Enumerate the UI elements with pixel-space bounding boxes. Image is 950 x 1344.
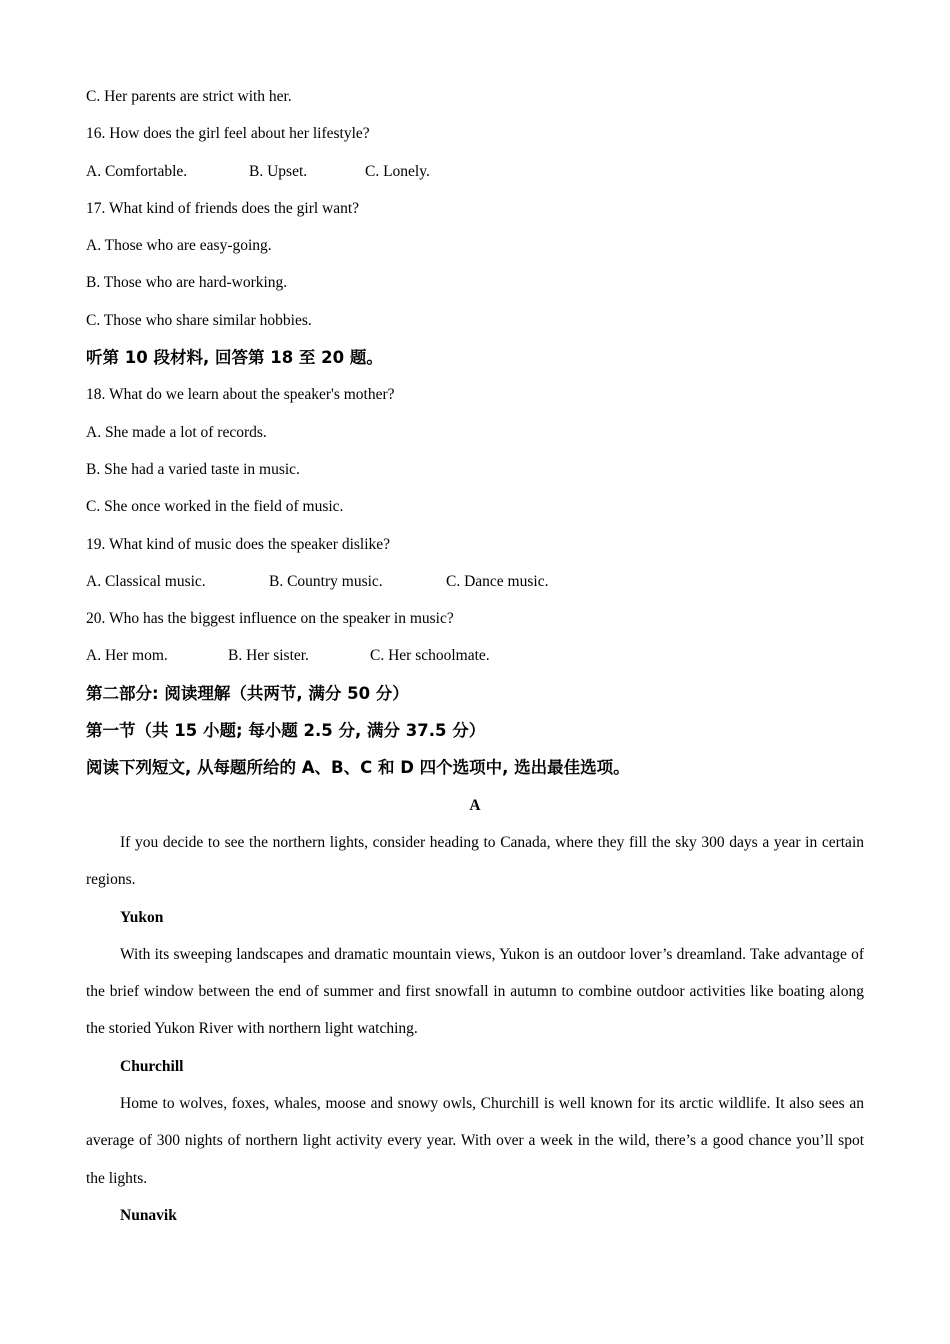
- churchill-heading: Churchill: [120, 1057, 184, 1075]
- q20-option-b: B. Her sister.: [228, 647, 309, 665]
- passage-a-intro: If you decide to see the northern lights, consider heading to Canada, where they fill the sky 300 days a year in certain regions.: [86, 833, 864, 889]
- nunavik-heading: Nunavik: [120, 1206, 177, 1224]
- q17-question: 17. What kind of friends does the girl want?: [86, 199, 360, 217]
- q16-option-b: B. Upset.: [249, 162, 308, 180]
- q19-options: [86, 563, 864, 600]
- q16-option-a: A. Comfortable.: [86, 162, 188, 180]
- part2-instruction: 阅读下列短文, 从每题所给的 A、B、C 和 D 四个选项中, 选出最佳选项。: [86, 758, 630, 778]
- yukon-heading: Yukon: [120, 908, 164, 926]
- q16-option-c: C. Lonely.: [365, 162, 430, 180]
- q19-option-a: A. Classical music.: [86, 572, 206, 590]
- q20-option-a: A. Her mom.: [86, 647, 168, 665]
- part2-section1: 第一节（共 15 小题; 每小题 2.5 分, 满分 37.5 分）: [86, 721, 486, 741]
- q18-option-b: B. She had a varied taste in music.: [86, 460, 300, 478]
- part2-heading: 第二部分: 阅读理解（共两节, 满分 50 分）: [86, 683, 409, 703]
- q18-question: 18. What do we learn about the speaker's mother?: [86, 386, 395, 404]
- churchill-paragraph: Home to wolves, foxes, whales, moose and snowy owls, Churchill is well known for its arctic wildlife. It also sees an average of 300 nights of northern light activity every year. With over a week in the wild, there’s a good chance you’ll spot the lights.: [86, 1095, 864, 1187]
- q16-question: 16. How does the girl feel about her lifestyle?: [86, 125, 370, 143]
- exam-page: [86, 78, 864, 1234]
- yukon-paragraph: With its sweeping landscapes and dramatic mountain views, Yukon is an outdoor lover’s dreamland. Take advantage of the brief window between the end of summer and first snowfall in autumn to combine outdoor activities like boating along the storied Yukon River with northern light watching.: [86, 945, 864, 1038]
- q16-options: [86, 153, 864, 190]
- q19-option-c: C. Dance music.: [446, 572, 549, 590]
- section10-instruction: 听第 10 段材料, 回答第 18 至 20 题。: [86, 348, 383, 368]
- q17-option-b: B. Those who are hard-working.: [86, 274, 288, 292]
- passage-a-label: A: [469, 796, 481, 814]
- q20-options: [86, 637, 864, 674]
- q18-option-a: A. She made a lot of records.: [86, 423, 267, 441]
- q15-option-c: C. Her parents are strict with her.: [86, 88, 292, 105]
- q20-option-c: C. Her schoolmate.: [370, 647, 490, 665]
- q17-option-c: C. Those who share similar hobbies.: [86, 311, 312, 329]
- q18-option-c: C. She once worked in the field of music.: [86, 498, 344, 516]
- q17-option-a: A. Those who are easy-going.: [86, 237, 272, 255]
- q20-question: 20. Who has the biggest influence on the speaker in music?: [86, 610, 454, 628]
- q19-option-b: B. Country music.: [269, 572, 383, 590]
- q19-question: 19. What kind of music does the speaker dislike?: [86, 535, 391, 553]
